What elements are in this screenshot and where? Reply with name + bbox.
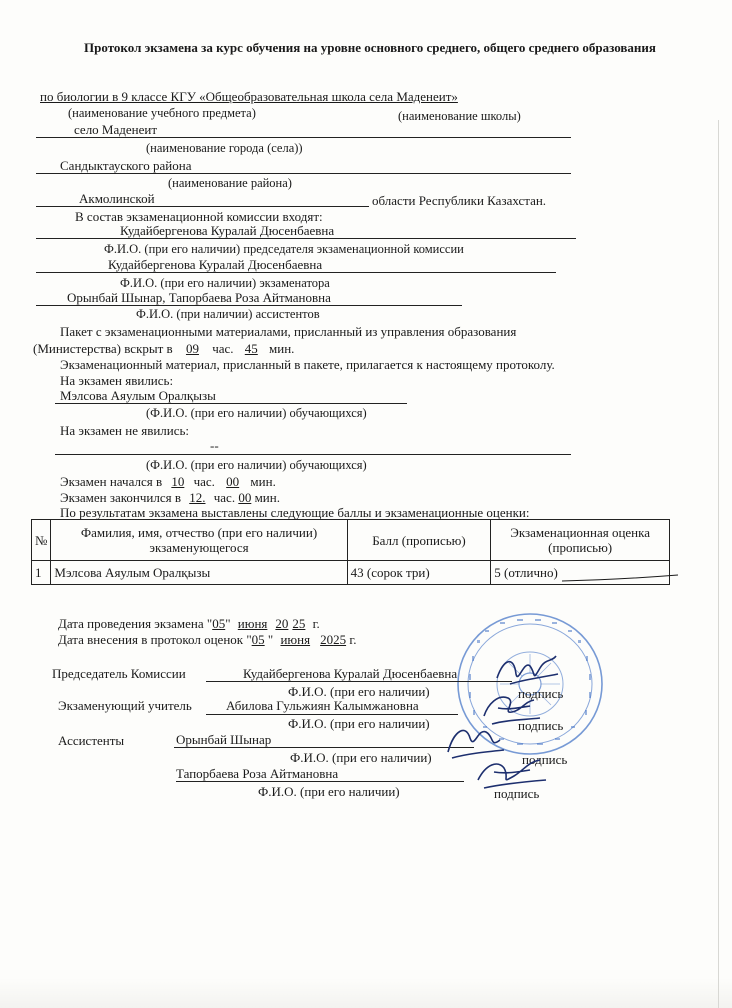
chair-underline — [36, 238, 576, 239]
entry-date-suffix: г. — [346, 632, 357, 647]
entry-date-day: 05 — [251, 632, 265, 647]
assistants-caption: Ф.И.О. (при наличии) ассистентов — [136, 307, 320, 321]
document-title: Протокол экзамена за курс обучения на уровне основного среднего, общего среднего образования — [84, 40, 656, 55]
exam-start-min: 00 — [226, 474, 240, 489]
teacher-fio-caption: Ф.И.О. (при его наличии) — [288, 716, 430, 731]
subject-caption: (наименование учебного предмета) — [68, 106, 256, 120]
entry-date-month: июня — [280, 632, 311, 647]
exam-start — [60, 474, 276, 489]
entry-date — [58, 632, 356, 647]
exam-start-hour-label: час. — [193, 474, 215, 489]
absent-value: -- — [210, 438, 219, 453]
row-number: 1 — [32, 561, 51, 585]
chair-fio-caption: Ф.И.О. (при его наличии) — [288, 684, 430, 699]
exam-start-prefix: Экзамен начался в — [60, 474, 163, 489]
header-name: Фамилия, имя, отчество (при его наличии) экзаменующегося — [51, 520, 347, 561]
results-intro: По результатам экзамена выставлены следующие баллы и экзаменационные оценки: — [60, 505, 530, 520]
exam-date-year: 25 — [292, 616, 306, 631]
assistant2-sig-underline — [176, 781, 464, 782]
city-underline — [36, 137, 571, 138]
exam-date-suffix: г. — [309, 616, 320, 631]
exam-date-day: 05 — [212, 616, 226, 631]
examiner-underline — [36, 272, 556, 273]
exam-end — [60, 490, 280, 505]
chair-handwritten-signature — [492, 648, 562, 692]
teacher-signature-caption: подпись — [518, 718, 564, 733]
header-grade: Экзаменационная оценка (прописью) — [491, 520, 670, 561]
exam-end-prefix: Экзамен закончился в — [60, 490, 181, 505]
absent-label: На экзамен не явились: — [60, 423, 190, 438]
package-line-1: Пакет с экзаменационными материалами, присланный из управления образования — [60, 324, 517, 339]
row-score: 43 (сорок три) — [347, 561, 491, 585]
row-name: Мэлсова Аяулым Оралқызы — [51, 561, 347, 585]
assistants-names: Орынбай Шынар, Тапорбаева Роза Айтмановна — [67, 290, 331, 305]
scan-edge — [718, 120, 719, 1008]
chair-caption: Ф.И.О. (при его наличии) председателя экзаменационной комиссии — [104, 242, 464, 256]
entry-date-year: 25 — [333, 632, 347, 647]
present-caption: (Ф.И.О. (при его наличии) обучающихся) — [146, 406, 367, 420]
present-name: Мэлсова Аяулым Оралқызы — [60, 388, 216, 403]
absent-underline — [55, 454, 571, 455]
commission-intro: В состав экзаменационной комиссии входят: — [75, 209, 323, 224]
examiner-name: Кудайбергенова Куралай Дюсенбаевна — [108, 257, 323, 272]
exam-end-hour-label: час. — [213, 490, 236, 505]
chair-signature-caption: подпись — [518, 686, 564, 701]
grade-handwritten-stroke — [560, 572, 680, 586]
package-line-2 — [33, 341, 294, 356]
chair-name: Кудайбергенова Куралай Дюсенбаевна — [120, 223, 335, 238]
entry-date-mid: " — [264, 632, 277, 647]
examiner-caption: Ф.И.О. (при его наличии) экзаменатора — [120, 276, 330, 290]
teacher-sig-label: Экзаменующий учитель — [58, 698, 192, 713]
exam-end-min-label: мин. — [254, 490, 280, 505]
region-underline — [36, 206, 369, 207]
teacher-sig-name: Абилова Гульжиян Калымжановна — [226, 698, 419, 713]
assistant2-fio-caption: Ф.И.О. (при его наличии) — [258, 784, 400, 799]
subject-line: по биологии в 9 классе КГУ «Общеобразовательная школа села Маденеит» — [40, 89, 458, 104]
row-grade: 5 (отлично) — [491, 561, 670, 585]
package-min-label: мин. — [269, 341, 295, 356]
grades-table-header — [32, 520, 670, 561]
exam-start-hour: 10 — [171, 474, 185, 489]
package-hour: 09 — [185, 341, 199, 356]
assistants-sig-label: Ассистенты — [58, 733, 125, 748]
exam-date-year-prefix: 20 — [275, 616, 289, 631]
chair-sig-label: Председатель Комиссии — [52, 666, 186, 681]
city-value: село Маденеит — [74, 122, 158, 137]
package-hour-label: час. — [212, 341, 234, 356]
package-min: 45 — [244, 341, 258, 356]
exam-start-min-label: мин. — [250, 474, 276, 489]
district-value: Сандыктауского района — [60, 158, 192, 173]
present-label: На экзамен явились: — [60, 373, 174, 388]
assistant1-sig-underline — [174, 747, 474, 748]
district-caption: (наименование района) — [168, 176, 292, 190]
assistant2-signature-caption: подпись — [494, 786, 540, 801]
assistant1-sig-name: Орынбай Шынар — [176, 732, 272, 747]
school-caption: (наименование школы) — [398, 109, 521, 123]
entry-date-year-prefix: 20 — [320, 632, 334, 647]
exam-end-min: 00 — [238, 490, 252, 505]
region-suffix: области Республики Казахстан. — [372, 193, 547, 208]
entry-date-prefix: Дата внесения в протокол оценок " — [58, 632, 252, 647]
assistant2-sig-name: Тапорбаева Роза Айтмановна — [176, 766, 339, 781]
header-number: № — [32, 520, 51, 561]
absent-caption: (Ф.И.О. (при его наличии) обучающихся) — [146, 458, 367, 472]
city-caption: (наименование города (села)) — [146, 141, 303, 155]
present-underline — [55, 403, 407, 404]
assistant2-handwritten-signature — [470, 750, 550, 796]
assistants-underline — [36, 305, 462, 306]
assistant1-signature-caption: подпись — [522, 752, 568, 767]
package-line-2-prefix: (Министерства) вскрыт в — [33, 341, 173, 356]
material-line: Экзаменационный материал, присланный в пакете, прилагается к настоящему протоколу. — [60, 357, 555, 372]
chair-sig-name: Кудайбергенова Куралай Дюсенбаевна — [243, 666, 458, 681]
exam-date-month: июня — [237, 616, 268, 631]
exam-date-prefix: Дата проведения экзамена " — [58, 616, 213, 631]
chair-sig-underline — [206, 681, 512, 682]
header-score: Балл (прописью) — [347, 520, 491, 561]
district-underline — [36, 173, 571, 174]
teacher-sig-underline — [206, 714, 458, 715]
region-value: Акмолинской — [79, 191, 155, 206]
page-bottom-shade — [0, 978, 732, 1008]
exam-date-mid: " — [225, 616, 234, 631]
assistant1-fio-caption: Ф.И.О. (при его наличии) — [290, 750, 432, 765]
exam-end-hour: 12. — [189, 490, 206, 505]
exam-date — [58, 616, 320, 631]
